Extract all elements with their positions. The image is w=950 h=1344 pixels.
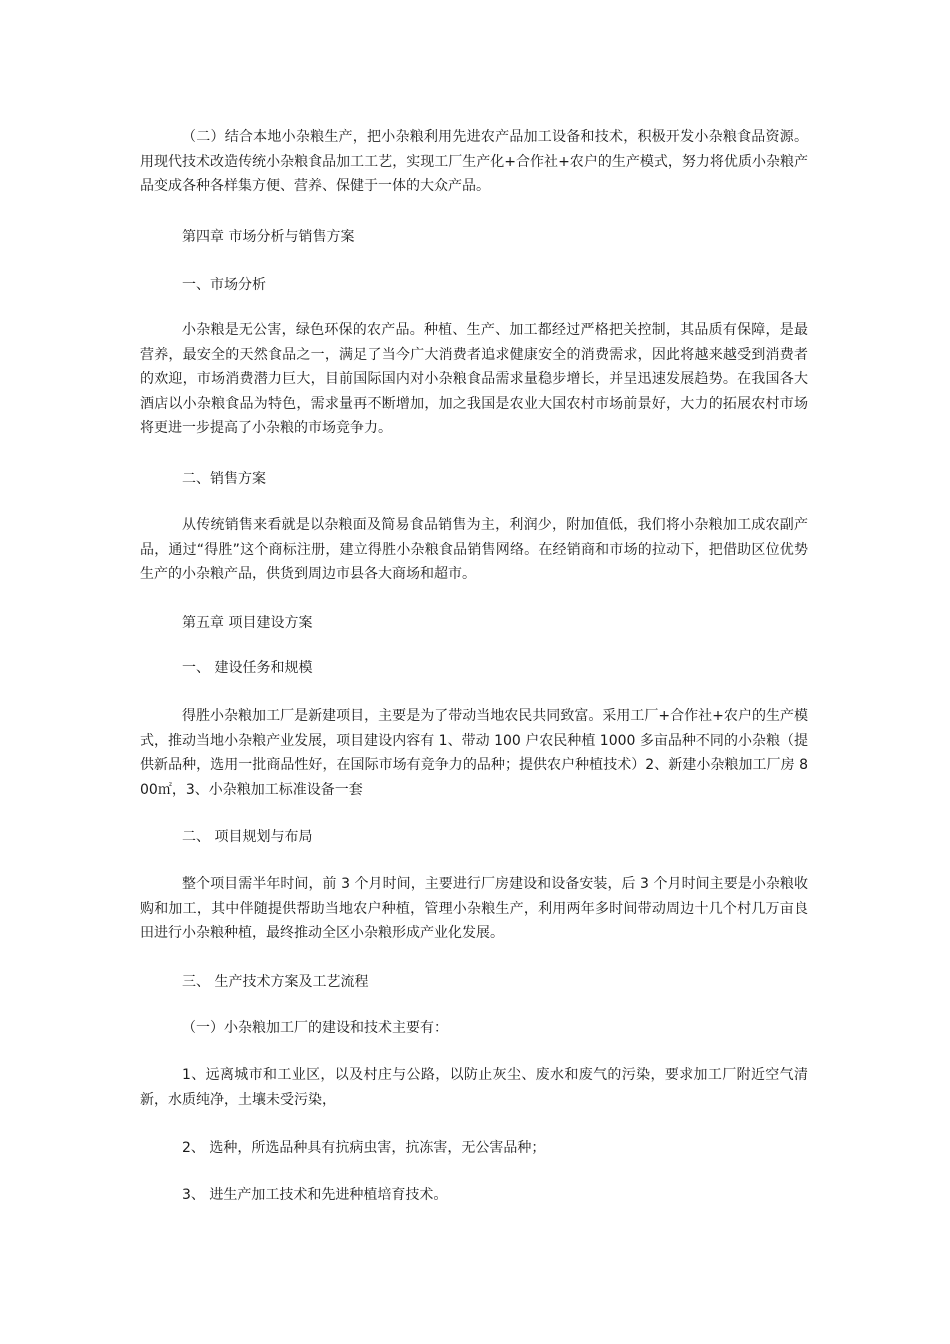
paragraph-product-development: （二）结合本地小杂粮生产，把小杂粮利用先进农产品加工设备和技术，积极开发小杂粮食品资源。用现代技术改造传统小杂粮食品加工工艺，实现工厂生产化+合作社+农户的生产模式，努力将优质小杂粮产品变成各种各样集方便、营养、保健于一体的大众产品。 <box>140 129 808 194</box>
section-market-analysis-heading: 一、市场分析 <box>182 277 266 293</box>
section-planning-layout-heading: 二、 项目规划与布局 <box>182 829 313 845</box>
paragraph-planning-layout: 整个项目需半年时间，前 3 个月时间，主要进行厂房建设和设备安装，后 3 个月时间主要是小杂粮收购和加工，其中伴随提供帮助当地农户种植，管理小杂粮生产，利用两年多时间带动周边十几个村几万亩良田进行小杂粮种植，最终推动全区小杂粮形成产业化发展。 <box>140 876 808 941</box>
subsection-plant-construction-heading: （一）小杂粮加工厂的建设和技术主要有： <box>182 1020 448 1036</box>
section-construction-scale-heading: 一、 建设任务和规模 <box>182 660 313 676</box>
chapter-five-heading: 第五章 项目建设方案 <box>182 615 313 631</box>
list-item-site-selection: 1、远离城市和工业区，以及村庄与公路，以防止灰尘、废水和废气的污染，要求加工厂附近空气清新，水质纯净，土壤未受污染， <box>140 1067 808 1108</box>
section-sales-plan-heading: 二、销售方案 <box>182 471 266 487</box>
chapter-four-heading: 第四章 市场分析与销售方案 <box>182 229 355 245</box>
list-item-technology: 3、 进生产加工技术和先进种植培育技术。 <box>182 1187 448 1203</box>
section-production-technology-heading: 三、 生产技术方案及工艺流程 <box>182 974 369 990</box>
list-item-seed-selection: 2、 选种，所选品种具有抗病虫害，抗冻害，无公害品种； <box>182 1140 546 1156</box>
paragraph-market-analysis: 小杂粮是无公害，绿色环保的农产品。种植、生产、加工都经过严格把关控制，其品质有保障，是最营养，最安全的天然食品之一，满足了当今广大消费者追求健康安全的消费需求，因此将越来越受到消费者的欢迎，市场消费潜力巨大，目前国际国内对小杂粮食品需求量稳步增长，并呈迅速发展趋势。在我国各大酒店以小杂粮食品为特色，需求量再不断增加，加之我国是农业大国农村市场前景好，大力的拓展农村市场将更进一步提高了小杂粮的市场竞争力。 <box>140 322 808 436</box>
paragraph-sales-plan: 从传统销售来看就是以杂粮面及简易食品销售为主，利润少，附加值低，我们将小杂粮加工成农副产品，通过“得胜”这个商标注册，建立得胜小杂粮食品销售网络。在经销商和市场的拉动下，把借助区位优势生产的小杂粮产品，供货到周边市县各大商场和超市。 <box>140 517 808 582</box>
paragraph-construction-scale: 得胜小杂粮加工厂是新建项目，主要是为了带动当地农民共同致富。采用工厂+合作社+农户的生产模式，推动当地小杂粮产业发展，项目建设内容有 1、带动 100 户农民种植 1000 多亩品种不同的小杂粮（提供新品种，选用一批商品性好，在国际市场有竞争力的品种；提供农户种植技术）2、新建小杂粮加工厂房 800㎡，3、小杂粮加工标准设备一套 <box>140 708 808 798</box>
